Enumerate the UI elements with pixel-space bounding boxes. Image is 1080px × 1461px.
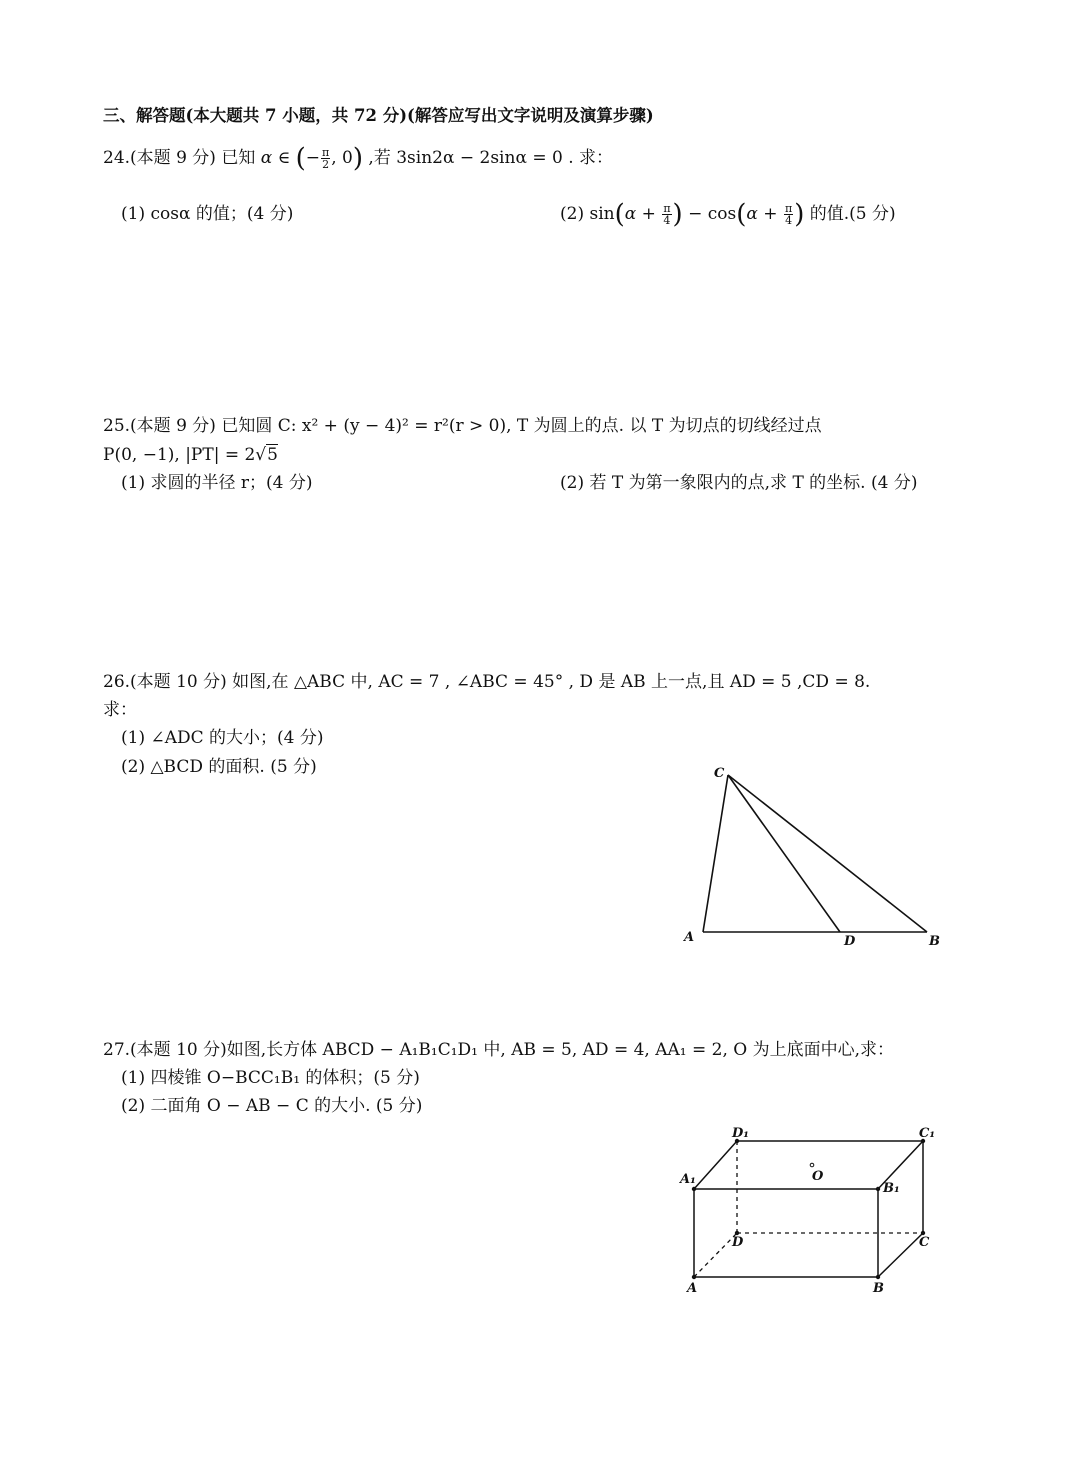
q26-line1: 26.(本题 10 分) 如图,在 △ABC 中, AC = 7 , ∠ABC = 45° , D 是 AB 上一点,且 AD = 5 ,CD = 8. — [103, 672, 871, 692]
label-d1: D₁ — [732, 1126, 749, 1141]
triangle-figure — [670, 755, 960, 960]
q25-sqrt-sign: √ — [255, 445, 267, 465]
q26-part2: (2) △BCD 的面积. (5 分) — [121, 757, 317, 777]
label-a: A — [684, 930, 695, 945]
label-a: A — [687, 1281, 698, 1296]
q27-line1: 27.(本题 10 分)如图,长方体 ABCD − A₁B₁C₁D₁ 中, AB = 5, AD = 4, AA₁ = 2, O 为上底面中心,求： — [103, 1040, 895, 1060]
vertex-a — [692, 1275, 696, 1279]
q24-part2-suffix: 的值.(5 分) — [804, 204, 896, 224]
cuboid-figure — [670, 1118, 960, 1303]
q26-line2: 求： — [103, 700, 137, 720]
label-c: C — [714, 766, 725, 781]
q25-sqrt-arg: 5 — [267, 445, 278, 465]
vertex-b1 — [876, 1187, 880, 1191]
segment-ac — [703, 775, 728, 932]
label-b1: B₁ — [883, 1181, 900, 1196]
label-c: C — [919, 1235, 930, 1250]
label-d: D — [732, 1235, 744, 1250]
q24-left-paren: ( — [295, 143, 306, 174]
edge-a-d-hidden — [694, 1233, 737, 1277]
label-c1: C₁ — [919, 1126, 936, 1141]
q24-part1: (1) cosα 的值；(4 分) — [121, 204, 294, 224]
center-o — [810, 1163, 814, 1167]
q25-part1: (1) 求圆的半径 r；(4 分) — [121, 473, 313, 493]
q24-part2: (2) sin(α + $\frac{\pi}{4}$ ) − cos(α + $\frac{\pi}{4}$ ) 的值.(5 分) — [560, 199, 896, 230]
q24-statement: 24.(本题 9 分) 已知 α ∈ (− $\frac{\pi}{2}$ , 0) ,若 3sin2α − 2sinα = 0 . 求： — [103, 143, 614, 174]
q25-line2-prefix: P(0, −1), |PT| = 2 — [103, 445, 256, 465]
edge-b-c — [878, 1233, 923, 1277]
section-header: 三、解答题(本大题共 7 小题，共 72 分)(解答应写出文字说明及演算步骤) — [103, 106, 654, 125]
q27-part2: (2) 二面角 O − AB − C 的大小. (5 分) — [121, 1096, 423, 1116]
label-o: O — [812, 1169, 824, 1184]
q24-fraction: $\frac{\pi}{2}$ — [322, 146, 330, 171]
q24-alpha: α ∈ — [260, 148, 296, 168]
q25-line2 — [103, 443, 278, 467]
q24-right-paren: ) — [352, 143, 364, 174]
q24-part2-prefix: (2) sin — [560, 204, 615, 224]
segment-cd — [728, 775, 840, 932]
q24-prefix: 24.(本题 9 分) 已知 — [103, 148, 261, 168]
q25-part2: (2) 若 T 为第一象限内的点,求 T 的坐标. (4 分) — [560, 473, 918, 493]
q24-condition: ,若 3sin2α − 2sinα = 0 . 求： — [363, 148, 614, 168]
q26-part1: (1) ∠ADC 的大小；(4 分) — [121, 728, 324, 748]
label-a1: A₁ — [680, 1172, 696, 1187]
segment-cb — [728, 775, 927, 932]
q25-line1: 25.(本题 9 分) 已知圆 C: x² + (y − 4)² = r²(r > 0), T 为圆上的点. 以 T 为切点的切线经过点 — [103, 416, 822, 436]
label-d: D — [844, 934, 856, 949]
label-b: B — [873, 1281, 884, 1296]
vertex-b — [876, 1275, 880, 1279]
edge-a1-d1 — [694, 1141, 737, 1189]
label-b: B — [929, 934, 940, 949]
q27-part1: (1) 四棱锥 O−BCC₁B₁ 的体积；(5 分) — [121, 1068, 420, 1088]
vertex-a1 — [692, 1187, 696, 1191]
